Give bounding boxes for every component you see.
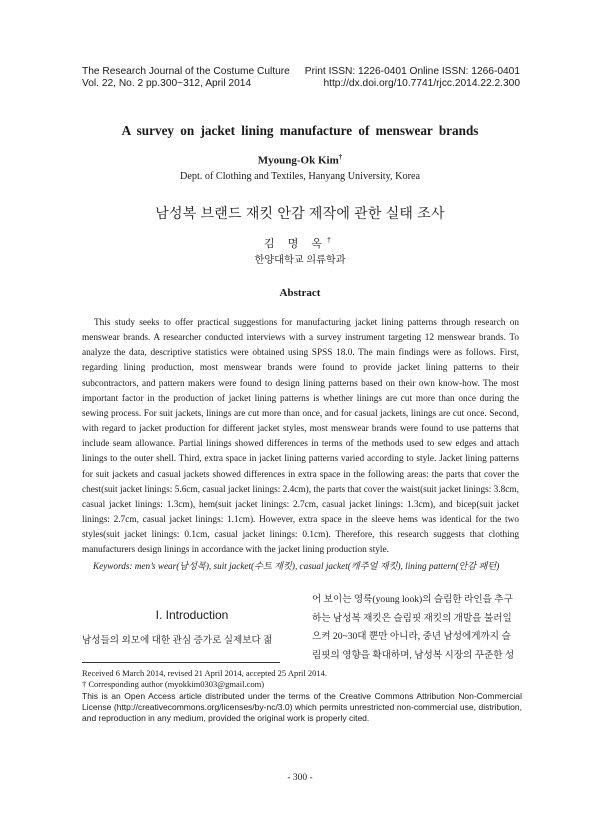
korean-title: 남성복 브랜드 재킷 안감 제작에 관한 실태 조사	[155, 205, 445, 221]
korean-corresponding-mark: †	[327, 237, 336, 245]
introduction-heading: I. Introduction	[155, 608, 229, 622]
doi-link[interactable]: http://dx.doi.org/10.7741/rjcc.2014.22.2.300	[323, 78, 520, 89]
footnotes	[82, 668, 522, 724]
footnote-divider	[82, 662, 280, 663]
corresponding-mark: †	[338, 153, 343, 161]
affiliation: Dept. of Clothing and Textiles, Hanyang University, Korea	[179, 171, 421, 182]
issn: Print ISSN: 1226-0401 Online ISSN: 1266-0401	[304, 66, 520, 77]
korean-affiliation: 한양대학교 의류학과	[254, 255, 346, 266]
page-number: - 300 -	[287, 773, 313, 783]
journal-volume: Vol. 22, No. 2 pp.300~312, April 2014	[82, 78, 252, 89]
keywords: Keywords: men’s wear(남성복), suit jacket(수트 재킷), casual jacket(캐주얼 재킷), lining pattern(안감 패턴)	[93, 561, 500, 571]
right-column-line: 림핏의 영향을 확대하며, 남성복 시장의 꾸준한 성	[312, 649, 515, 661]
right-column-line: 어 보이는 영룩(young look)의 슬림한 라인을 추구	[312, 594, 513, 605]
paper-title: A survey on jacket lining manufacture of menswear brands	[121, 123, 479, 138]
author-name: Myoung-Ok Kim	[257, 154, 339, 167]
right-column-line: 으켜 20~30대 뿐만 아니라, 중년 남성에게까지 슬	[312, 631, 511, 642]
korean-author-line	[0, 235, 600, 251]
right-column-line: 하는 남성복 재킷은 슬림핏 재킷의 개발을 불러일	[312, 612, 512, 624]
author-line	[0, 153, 600, 167]
journal-name: The Research Journal of the Costume Culture	[82, 66, 290, 77]
abstract-body: This study seeks to offer practical suggestions for manufacturing jacket lining patterns through research on menswear brands. A researcher conducted interviews with a survey instrument targeting 12 menswear brands. To analyze the data, descriptive statistics were obtained using SPSS 18.0. The main findings were as follows. First, regarding lining production, most menswear brands were found to provide jacket lining patterns to their subcontractors, and pattern makers were found to design lining patterns based on their own know-how. The most important factor in the production of jacket lining patterns is whether linings are cut more than once during the sewing process. For suit jackets, linings are cut more than once, and for casual jackets, linings are cut once. Second, with regard to jacket production for different jacket styles, most menswear brands were found to use patterns that include seam allowance. Partial linings showed differences in terms of the methods used to sew edges and attach linings to the outer shell. Third, extra space in jacket lining patterns varied according to style. Jacket lining patterns for suit jackets and casual jackets showed differences in extra space in the following areas: the parts that cover the chest(suit jacket linings: 5.6cm, casual jacket linings: 2.4cm), the parts that cover the waist(suit jacket linings: 3.8cm, casual jacket linings: 1.3cm), hem(suit jacket linings: 2.7cm, casual jacket linings: 1.3cm), and bicep(suit jacket linings: 2.7cm, casual jacket linings: 1.1cm). However, extra space in the sleeve hems was identical for the two styles(suit jacket linings: 0.1cm, casual jacket linings: 0.1cm). Therefore, this research suggests that clothing manufacturers design linings in accordance with the jacket lining production style.	[82, 318, 519, 556]
korean-author-name: 김 명 옥	[264, 238, 328, 250]
introduction-right-column	[312, 591, 520, 665]
abstract-heading: Abstract	[279, 287, 321, 299]
introduction-left-text: 남성들의 외모에 대한 관심 증가로 실제보다 젊	[82, 635, 273, 646]
corresponding-author-note: † Corresponding author (myokkim0303@gmail.com)	[82, 679, 265, 690]
received-dates: Received 6 March 2014, revised 21 April 2014, accepted 25 April 2014.	[82, 668, 328, 678]
license-note: This is an Open Access article distributed under the terms of the Creative Commons Attribution Non-Commercial License (http://creativecommons.org/licenses/by-nc/3.0) which permits unrestricted non-commercial use, distribution, and reproduction in any medium, provided the original work is properly cited.	[82, 690, 522, 724]
